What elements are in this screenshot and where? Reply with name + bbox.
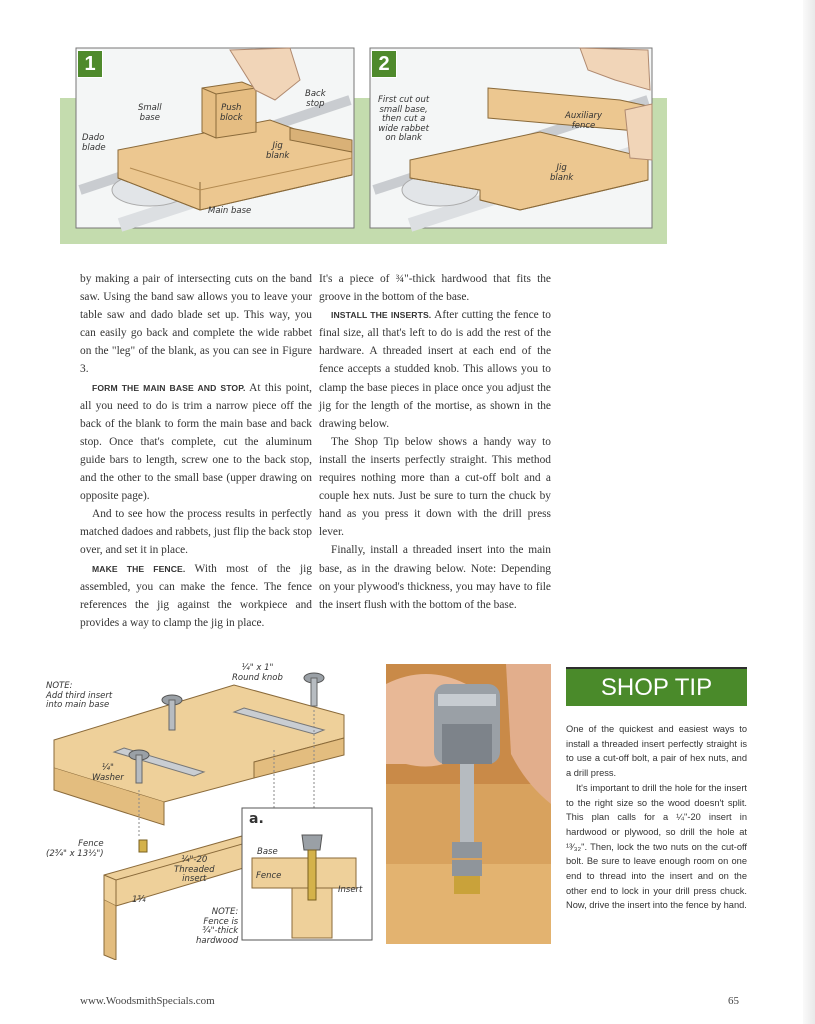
shop-tip-paragraph-2: It's important to drill the hole for the insert to the right size so the wood doesn't split. This plan calls for a ¼"-20 insert in hardwood or plywood, so drill the hole at ¹³⁄₃₂". Then, lock the two nuts on the cut-off bolt. Be sure to leave enough room on one end to thread into the insert and on the other end to lock in your drill press chuck. Now, drive the insert into the fence by hand. (566, 782, 747, 911)
col2-paragraph-3: The Shop Tip below shows a handy way to install the inserts perfectly straight. This method requires nothing more than a cut-off bolt and a couple hex nuts. Just be sure to turn the chuck by hand as you press it down with the drill press lever. (319, 435, 551, 539)
label-auxiliary-fence: Auxiliary fence (565, 111, 603, 131)
top-figures-illustration (60, 40, 667, 244)
col1-paragraph-4-text: With most of the jig assembled, you can make the fence. The fence references the jig against the workpiece and provides a way to clamp the jig in place. (80, 562, 312, 629)
note-add-third-insert: NOTE: Add third insert into main base (46, 681, 113, 710)
shop-tip-photo (386, 664, 551, 944)
label-small-base: Small base (138, 103, 162, 123)
shop-tip-paragraph-1: One of the quickest and easiest ways to install a threaded insert perfectly straight is to use a cut-off bolt, a pair of hex nuts, and a drill press. (566, 724, 747, 779)
round-knob-right (304, 673, 324, 706)
col2-paragraph-2 (319, 306, 551, 433)
col2-paragraph-2-text: After cutting the fence to final size, all that's left to do is add the rest of the hardware. A threaded insert at each end of the fence accepts a studded knob. This allows you to clamp the base pieces in place once you adjust the jig for the length of the mortise, as shown in the drawing below. (319, 309, 551, 430)
label-threaded-insert: ¼"-20 Threaded insert (174, 855, 215, 884)
label-dado-blade: Dado blade (82, 133, 106, 153)
exploded-jig-drawing (44, 660, 374, 960)
label-dimension: 1¾ (132, 895, 146, 905)
col1-paragraph-2-text: At this point, all you need to do is trim a narrow piece off the back of the blank to form the main base and back stop. Once that's complete, cut the aluminum guide bars to length, screw one to the back stop, and the other to the small base (upper drawing on opposite page). (80, 381, 312, 503)
label-first-cut: First cut out small base, then cut a wide rabbet on blank (378, 95, 430, 143)
label-jig-blank-1: Jig blank (266, 141, 290, 161)
drill-chuck-photo (386, 664, 551, 944)
col1-paragraph-3: And to see how the process results in perfectly matched dadoes and rabbets, just flip the back stop over, and set it in place. (80, 508, 312, 557)
col1-paragraph-4 (80, 560, 312, 632)
col2-paragraph-1: It's a piece of ¾"-thick hardwood that fits the groove in the bottom of the base. (319, 273, 551, 304)
col2-paragraph-4: Finally, install a threaded insert into the main base, as in the drawing below. Note: Depending on your plywood's thickness, you may have to file the insert flush with the bottom of the base. (319, 544, 551, 611)
page-edge (803, 0, 815, 1024)
label-washer: ¼" Washer (92, 763, 124, 783)
detail-a-letter: a. (249, 811, 264, 827)
article-column-2 (319, 270, 551, 614)
run-in-head-install-inserts: INSTALL THE INSERTS. (331, 310, 432, 321)
page-number: 65 (728, 995, 739, 1007)
label-back-stop: Back stop (305, 89, 326, 109)
footer-url: www.WoodsmithSpecials.com (80, 995, 215, 1007)
col1-paragraph-2 (80, 379, 312, 506)
label-jig-blank-2: Jig blank (550, 163, 574, 183)
figure-2-number: 2 (371, 50, 397, 78)
col1-paragraph-1: by making a pair of intersecting cuts on the band saw. Using the band saw allows you to leave your table saw and dado blade set up. This way, you can easily go back and complete the wide rabbet on the "leg" of the blank, as you can see in Figure 3. (80, 273, 312, 376)
run-in-head-form-main-base: FORM THE MAIN BASE AND STOP. (92, 382, 246, 393)
article-column-1 (80, 270, 312, 632)
note-fence-hardwood: NOTE: Fence is ¾"-thick hardwood (196, 907, 239, 946)
label-round-knob: ¼" x 1" Round knob (232, 663, 283, 683)
label-push-block: Push block (220, 103, 243, 123)
shop-tip-text (566, 722, 747, 913)
shop-tip-title: SHOP TIP (566, 667, 747, 706)
run-in-head-make-fence: MAKE THE FENCE. (92, 563, 186, 574)
label-main-base: Main base (208, 206, 252, 216)
figure-1-number: 1 (77, 50, 103, 78)
top-figures-panel (60, 40, 667, 244)
detail-label-base: Base (257, 847, 278, 857)
label-fence-dims: Fence (2¾" x 13½") (46, 839, 104, 859)
detail-label-fence: Fence (256, 871, 282, 881)
detail-label-insert: Insert (338, 885, 363, 895)
shop-tip-box (566, 667, 747, 913)
